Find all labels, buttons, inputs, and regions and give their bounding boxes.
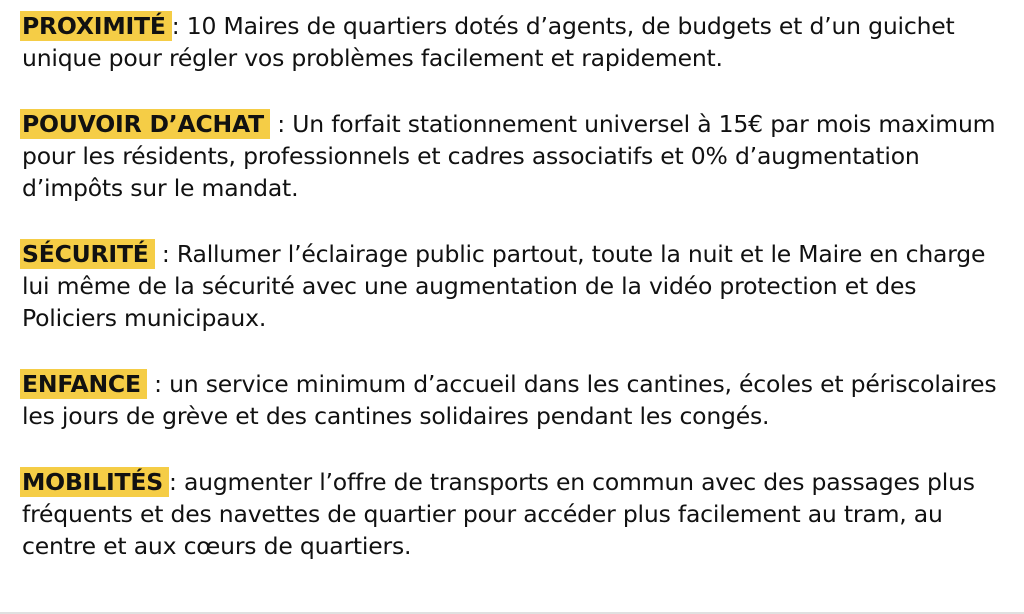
program-label-enfance: ENFANCE bbox=[20, 369, 147, 399]
program-item-enfance bbox=[22, 368, 1006, 432]
program-label-proximite: PROXIMITÉ bbox=[20, 11, 172, 41]
program-text-enfance: : un service minimum d’accueil dans les cantines, écoles et périscolaires les jours de grève et des cantines solidaires pendant les congés. bbox=[22, 370, 997, 430]
program-text-pouvoir-achat: : Un forfait stationnement universel à 15€ par mois maximum pour les résidents, professionnels et cadres associatifs et 0% d’augmentation d’impôts sur le mandat. bbox=[22, 110, 996, 202]
program-label-securite: SÉCURITÉ bbox=[20, 239, 155, 269]
program-item-pouvoir-achat bbox=[22, 108, 1006, 204]
program-text-mobilites: : augmenter l’offre de transports en commun avec des passages plus fréquents et des navettes de quartier pour accéder plus facilement au tram, au centre et aux cœurs de quartiers. bbox=[22, 468, 975, 560]
program-item-proximite bbox=[22, 10, 1006, 74]
program-item-mobilites bbox=[22, 466, 1006, 562]
program-item-securite bbox=[22, 238, 1006, 334]
program-text-proximite: : 10 Maires de quartiers dotés d’agents, de budgets et d’un guichet unique pour régler vos problèmes facilement et rapidement. bbox=[22, 12, 955, 72]
program-label-pouvoir-achat: POUVOIR D’ACHAT bbox=[20, 109, 270, 139]
program-text-securite: : Rallumer l’éclairage public partout, toute la nuit et le Maire en charge lui même de la sécurité avec une augmentation de la vidéo protection et des Policiers municipaux. bbox=[22, 240, 986, 332]
program-label-mobilites: MOBILITÉS bbox=[20, 467, 169, 497]
